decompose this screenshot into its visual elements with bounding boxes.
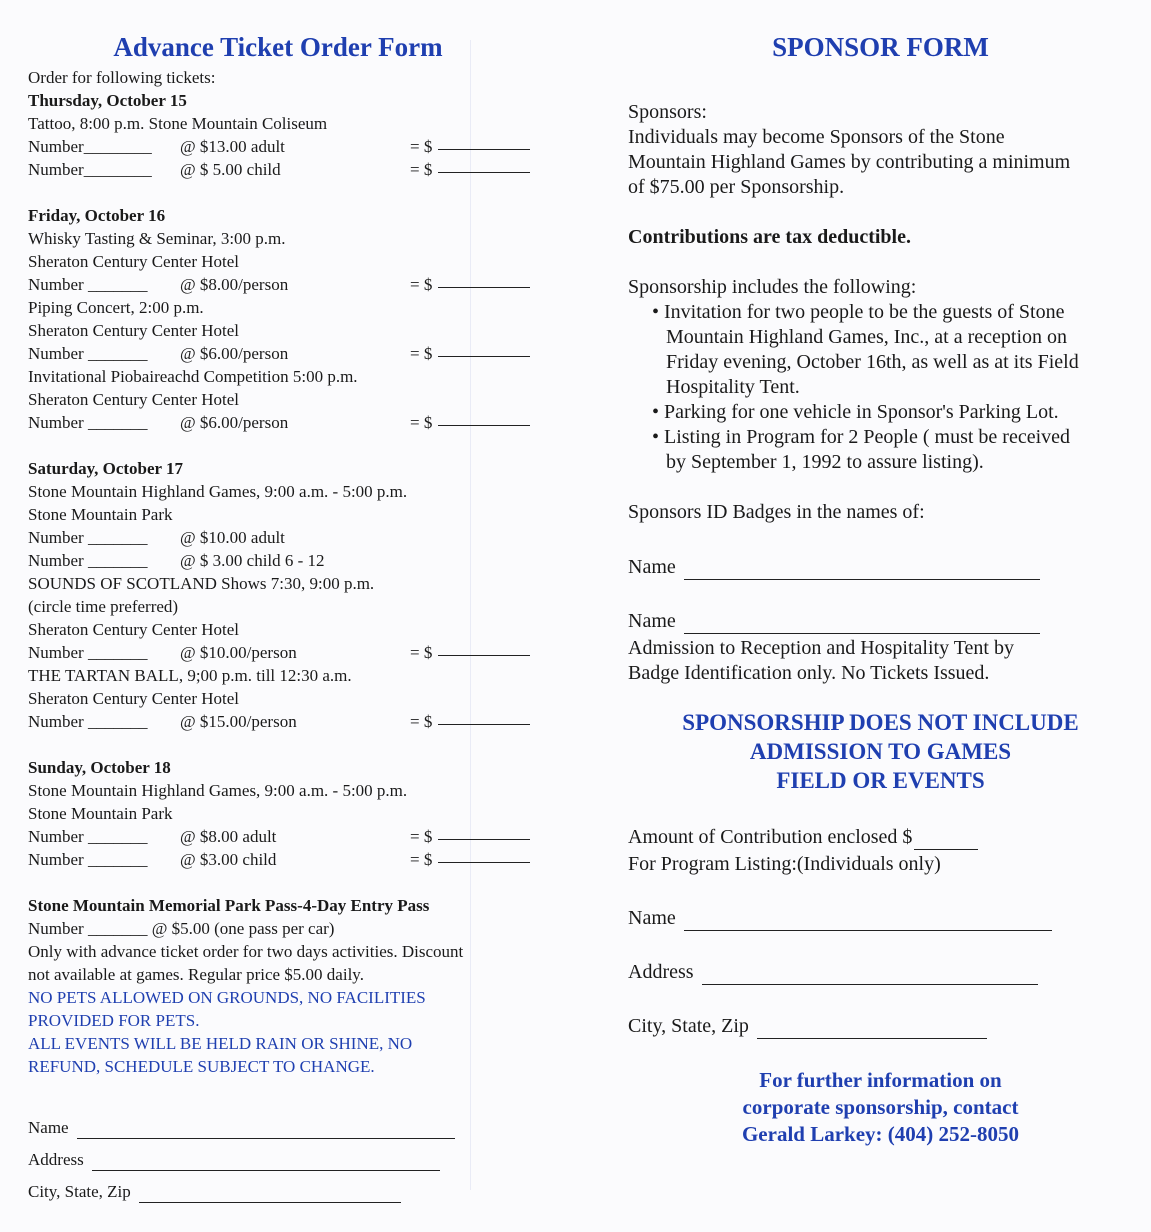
amount-blank[interactable] — [438, 411, 530, 426]
sun-child-row[interactable]: Number _______ @ $3.00 child = $ — [28, 848, 558, 871]
name-line[interactable] — [684, 912, 1052, 931]
sunday-heading: Sunday, October 18 — [28, 758, 171, 777]
sponsor-desc-2: Mountain Highland Games by contributing a minimum — [628, 151, 1071, 173]
amount-blank[interactable] — [438, 641, 530, 656]
rain-notice-2: REFUND, SCHEDULE SUBJECT TO CHANGE. — [28, 1057, 375, 1076]
thu-adult-row[interactable]: Number________ @ $13.00 adult = $ — [28, 135, 558, 158]
benefit-1d: Hospitality Tent. — [666, 376, 800, 398]
sponsor-column — [628, 0, 1133, 1148]
sat-venue-3: Sheraton Century Center Hotel — [28, 689, 240, 708]
pass-number-row[interactable]: Number _______ @ $5.00 (one pass per car) — [28, 919, 335, 938]
contact-info: For further information on corporate sponsorship, contact Gerald Larkey: (404) 252-8050 — [741, 1068, 1020, 1146]
name-line[interactable] — [684, 615, 1040, 634]
sponsor-desc-1: Individuals may become Sponsors of the Stone — [628, 126, 1005, 148]
sat-venue-2: Sheraton Century Center Hotel — [28, 620, 240, 639]
contribution-amount-field[interactable]: Amount of Contribution enclosed $ — [628, 825, 1133, 850]
sponsorship-notice: SPONSORSHIP DOES NOT INCLUDE ADMISSION TO GAMES FIELD OR EVENTS — [682, 710, 1079, 793]
sponsor-form-title: SPONSOR FORM — [772, 32, 989, 62]
badge-name-2-field[interactable]: Name — [628, 609, 1133, 634]
benefit-3a: • Listing in Program for 2 People ( must be received — [652, 426, 1071, 448]
sun-adult-row[interactable]: Number _______ @ $8.00 adult = $ — [28, 825, 558, 848]
badge-name-1-field[interactable]: Name — [628, 555, 1133, 580]
benefit-2: • Parking for one vehicle in Sponsor's Parking Lot. — [652, 401, 1059, 423]
pass-note-2: not available at games. Regular price $5.00 daily. — [28, 965, 364, 984]
sat-adult-row[interactable]: Number _______ @ $10.00 adult — [28, 528, 285, 547]
tax-note: Contributions are tax deductible. — [628, 226, 911, 248]
admission-note-2: Badge Identification only. No Tickets Issued. — [628, 662, 990, 684]
sat-venue-1: Stone Mountain Park — [28, 505, 173, 524]
fri-row-3[interactable]: Number _______ @ $6.00/person = $ — [28, 411, 558, 434]
address-line[interactable] — [702, 966, 1038, 985]
amount-blank[interactable] — [438, 273, 530, 288]
listing-city-field[interactable]: City, State, Zip — [628, 1014, 1133, 1039]
sponsors-label: Sponsors: — [628, 101, 707, 123]
name-line[interactable] — [77, 1120, 455, 1139]
city-line[interactable] — [757, 1020, 987, 1039]
benefit-1c: Friday evening, October 16th, as well as at its Field — [666, 351, 1079, 373]
buyer-name-field[interactable]: Name — [28, 1116, 558, 1139]
benefit-1b: Mountain Highland Games, Inc., at a reception on — [666, 326, 1067, 348]
ticket-form-title: Advance Ticket Order Form — [113, 32, 443, 62]
sat-event-2: SOUNDS OF SCOTLAND Shows 7:30, 9:00 p.m. — [28, 574, 375, 593]
ticket-order-column — [28, 0, 558, 1203]
pets-notice-1: NO PETS ALLOWED ON GROUNDS, NO FACILITIES — [28, 988, 426, 1007]
benefit-3b: by September 1, 1992 to assure listing). — [666, 451, 984, 473]
admission-note-1: Admission to Reception and Hospitality Tent by — [628, 637, 1014, 659]
amount-line[interactable] — [914, 831, 978, 850]
saturday-heading: Saturday, October 17 — [28, 459, 184, 478]
pass-note-1: Only with advance ticket order for two days activities. Discount — [28, 942, 464, 961]
fri-event-2: Piping Concert, 2:00 p.m. — [28, 298, 204, 317]
benefit-1a: • Invitation for two people to be the guests of Stone — [652, 301, 1065, 323]
amount-blank[interactable] — [438, 158, 530, 173]
program-listing-label: For Program Listing:(Individuals only) — [628, 853, 941, 875]
sat-event-1: Stone Mountain Highland Games, 9:00 a.m. - 5:00 p.m. — [28, 482, 408, 501]
thu-child-row[interactable]: Number________ @ $ 5.00 child = $ — [28, 158, 558, 181]
sun-event: Stone Mountain Highland Games, 9:00 a.m. - 5:00 p.m. — [28, 781, 408, 800]
sat-event-2-note: (circle time preferred) — [28, 597, 179, 616]
address-line[interactable] — [92, 1152, 440, 1171]
listing-address-field[interactable]: Address — [628, 960, 1133, 985]
pets-notice-2: PROVIDED FOR PETS. — [28, 1011, 200, 1030]
sponsor-desc-3: of $75.00 per Sponsorship. — [628, 176, 845, 198]
fri-row-2[interactable]: Number _______ @ $6.00/person = $ — [28, 342, 558, 365]
sat-row-3[interactable]: Number _______ @ $10.00/person = $ — [28, 641, 558, 664]
thu-event: Tattoo, 8:00 p.m. Stone Mountain Coliseum — [28, 114, 328, 133]
fri-venue-2: Sheraton Century Center Hotel — [28, 321, 240, 340]
sun-venue: Stone Mountain Park — [28, 804, 173, 823]
listing-name-field[interactable]: Name — [628, 906, 1133, 931]
sat-event-3: THE TARTAN BALL, 9;00 p.m. till 12:30 a.m. — [28, 666, 352, 685]
order-intro: Order for following tickets: — [28, 68, 216, 87]
fri-event-1: Whisky Tasting & Seminar, 3:00 p.m. — [28, 229, 286, 248]
amount-blank[interactable] — [438, 710, 530, 725]
sat-row-4[interactable]: Number _______ @ $15.00/person = $ — [28, 710, 558, 733]
fri-row-1[interactable]: Number _______ @ $8.00/person = $ — [28, 273, 558, 296]
amount-blank[interactable] — [438, 342, 530, 357]
rain-notice-1: ALL EVENTS WILL BE HELD RAIN OR SHINE, NO — [28, 1034, 413, 1053]
name-line[interactable] — [684, 561, 1040, 580]
badges-heading: Sponsors ID Badges in the names of: — [628, 501, 925, 523]
friday-heading: Friday, October 16 — [28, 206, 166, 225]
includes-heading: Sponsorship includes the following: — [628, 276, 917, 298]
buyer-address-field[interactable]: Address — [28, 1148, 558, 1171]
pass-heading: Stone Mountain Memorial Park Pass-4-Day Entry Pass — [28, 896, 430, 915]
buyer-city-field[interactable]: City, State, Zip — [28, 1180, 558, 1203]
city-line[interactable] — [139, 1184, 401, 1203]
fri-event-3: Invitational Piobaireachd Competition 5:00 p.m. — [28, 367, 358, 386]
amount-blank[interactable] — [438, 135, 530, 150]
amount-blank[interactable] — [438, 825, 530, 840]
amount-blank[interactable] — [438, 848, 530, 863]
thursday-heading: Thursday, October 15 — [28, 91, 187, 110]
fri-venue-1: Sheraton Century Center Hotel — [28, 252, 240, 271]
sat-child-row[interactable]: Number _______ @ $ 3.00 child 6 - 12 — [28, 551, 325, 570]
fri-venue-3: Sheraton Century Center Hotel — [28, 390, 240, 409]
